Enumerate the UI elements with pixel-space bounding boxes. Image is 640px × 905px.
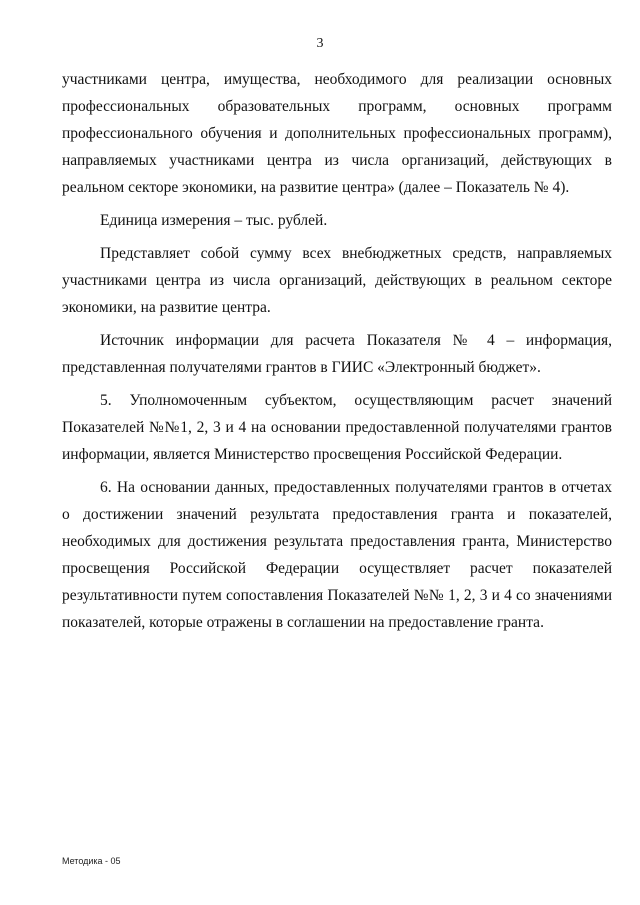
document-body: [62, 66, 612, 642]
paragraph-item-5: 5. Уполномоченным субъектом, осуществляющим расчет значений Показателей №№1, 2, 3 и 4 на основании предоставленной получателями грантов информации, является Министерство просвещения Российской Федерации.: [62, 392, 612, 463]
paragraph-item-6: 6. На основании данных, предоставленных получателями грантов в отчетах о достижении значений результата предоставления гранта и показателей, необходимых для достижения результата предоставления гранта, Министерство просвещения Российской Федерации осуществляет расчет показателей результативности путем сопоставления Показателей №№ 1, 2, 3 и 4 со значениями показателей, которые отражены в соглашении на предоставление гранта.: [62, 479, 612, 631]
paragraph-definition: Представляет собой сумму всех внебюджетных средств, направляемых участниками центра из числа организаций, действующих в реальном секторе экономики, на развитие центра.: [62, 245, 612, 316]
page-number: 3: [316, 36, 324, 51]
paragraph-source: Источник информации для расчета Показателя № 4 – информация, представленная получателями грантов в ГИИС «Электронный бюджет».: [62, 332, 612, 376]
paragraph-unit: Единица измерения – тыс. рублей.: [100, 212, 328, 229]
paragraph-continuation: участниками центра, имущества, необходимого для реализации основных профессиональных образовательных программ, основных программ профессионального обучения и дополнительных профессиональных программ), направляемых участниками центра из числа организаций, действующих в реальном секторе экономики, на развитие центра» (далее – Показатель № 4).: [62, 71, 612, 196]
footer-label: Методика - 05: [62, 856, 121, 866]
